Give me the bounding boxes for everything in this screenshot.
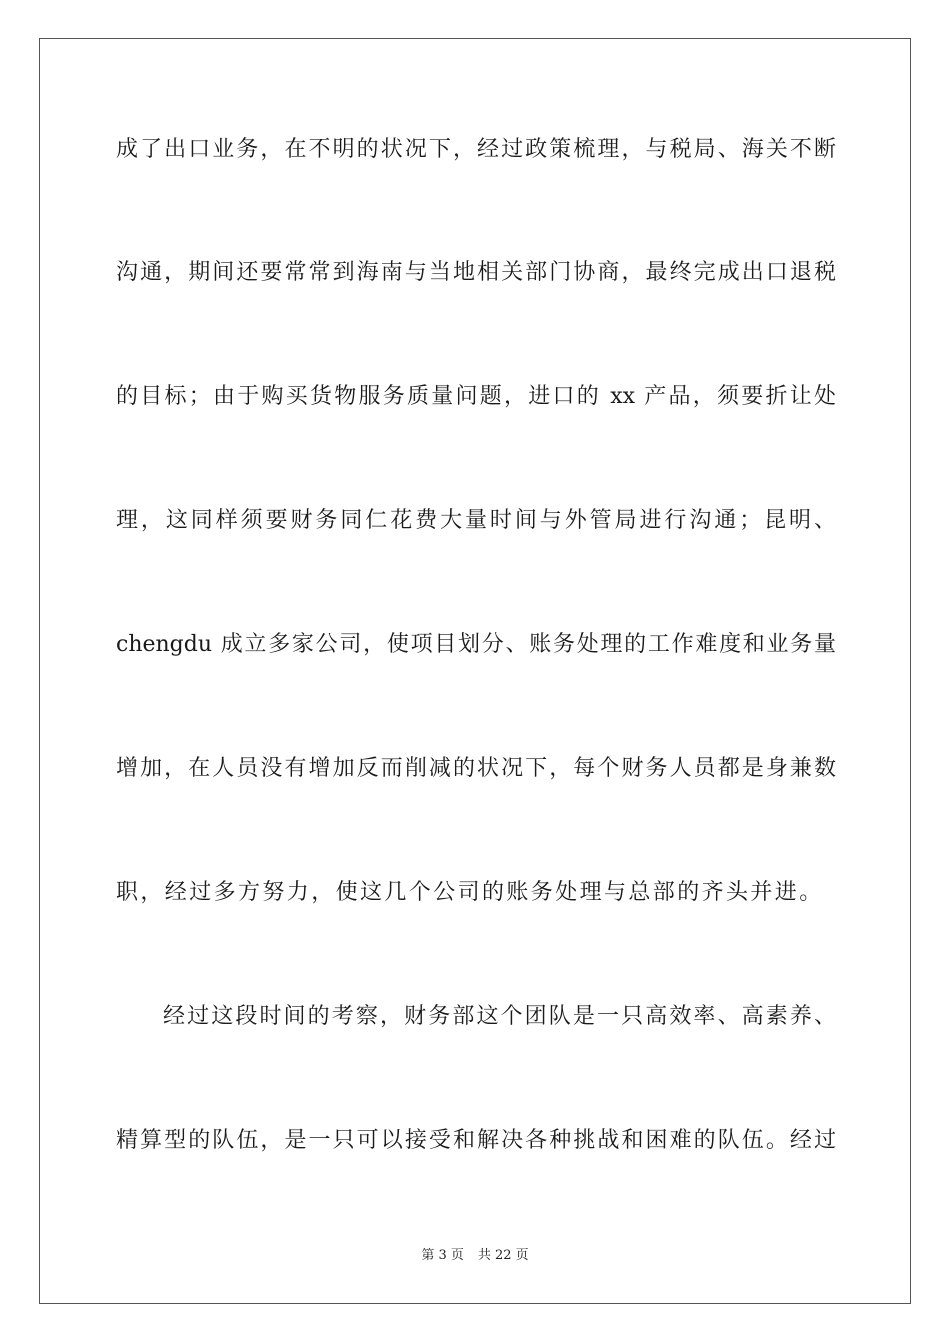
- body-text-line-5: chengdu 成立多家公司，使项目划分、账务处理的工作难度和业务量: [116, 632, 836, 657]
- page-frame: [39, 38, 911, 1304]
- body-text-line-2: 沟通，期间还要常常到海南与当地相关部门协商，最终完成出口退税: [116, 260, 836, 285]
- page-footer: [0, 1247, 950, 1265]
- body-text-line-4: 理，这同样须要财务同仁花费大量时间与外管局进行沟通；昆明、: [116, 508, 836, 533]
- body-text-line-8: 经过这段时间的考察，财务部这个团队是一只高效率、高素养、: [163, 1004, 836, 1029]
- page-total: 共 22 页: [477, 1248, 529, 1263]
- body-text-line-9: 精算型的队伍，是一只可以接受和解决各种挑战和困难的队伍。经过: [116, 1128, 836, 1153]
- body-text-line-6: 增加，在人员没有增加反而削减的状况下，每个财务人员都是身兼数: [116, 756, 836, 781]
- body-text-line-7: 职，经过多方努力，使这几个公司的账务处理与总部的齐头并进。: [116, 880, 824, 905]
- page-number: 第 3 页: [421, 1248, 464, 1263]
- body-text-line-3: 的目标；由于购买货物服务质量问题，进口的 xx 产品，须要折让处: [116, 384, 836, 409]
- body-text-line-1: 成了出口业务，在不明的状况下，经过政策梳理，与税局、海关不断: [116, 137, 836, 162]
